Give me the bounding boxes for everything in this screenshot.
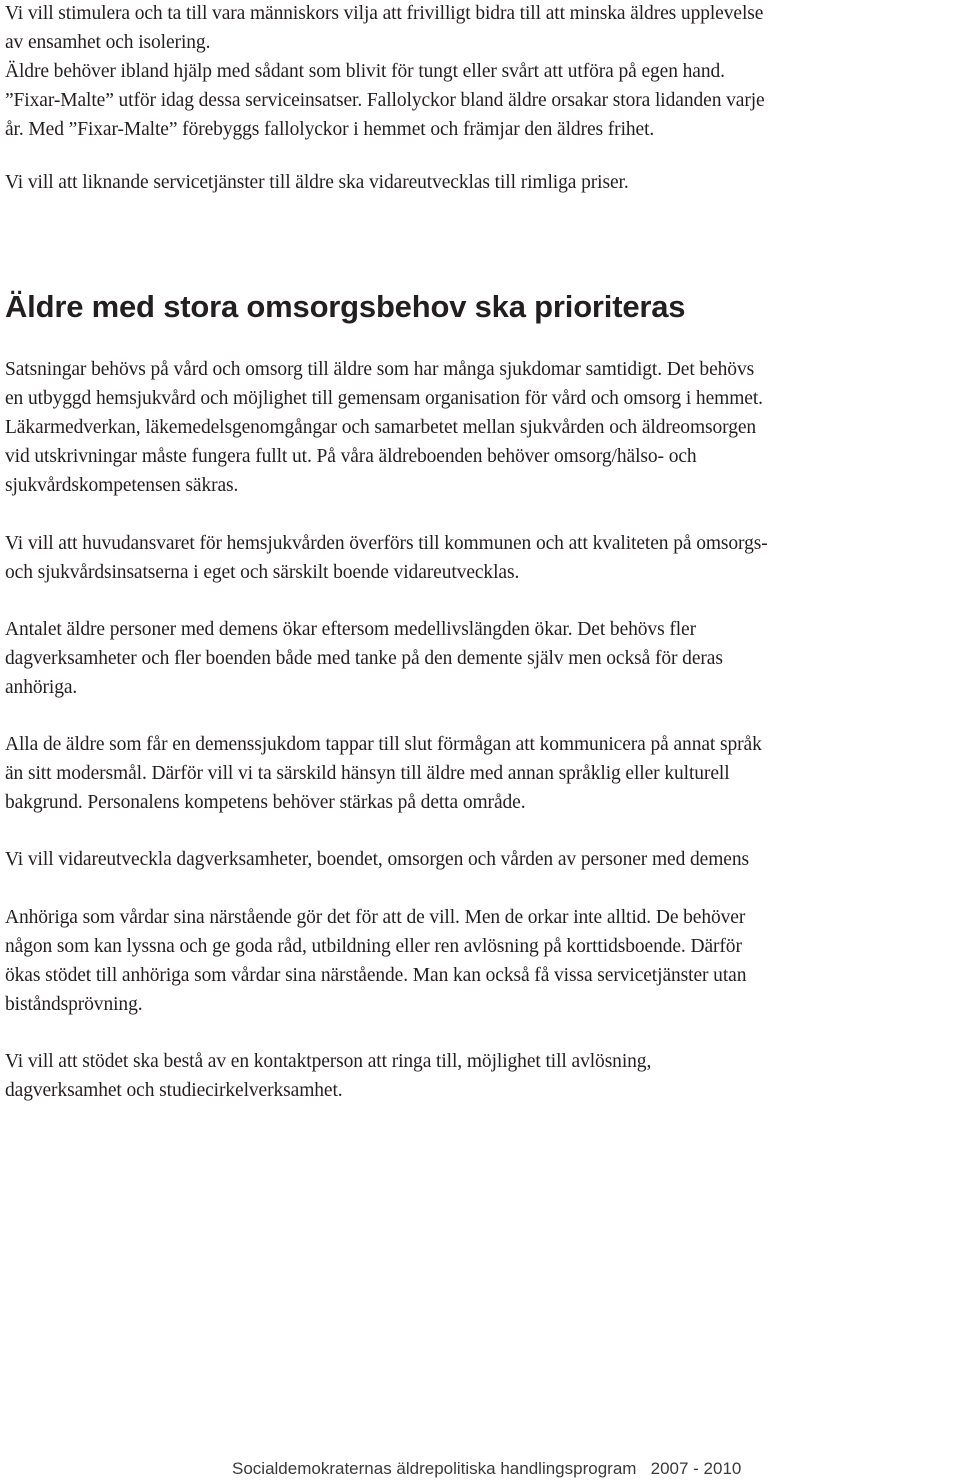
intro-paragraph [5, 0, 955, 144]
footer-program-title: Socialdemokraternas äldrepolitiska handlingsprogram [232, 1459, 637, 1478]
intro-line: Vi vill stimulera och ta till vara människors vilja att frivilligt bidra till att minska äldres upplevelse [5, 3, 764, 24]
paragraph-line: Antalet äldre personer med demens ökar eftersom medellivslängden ökar. Det behövs fler [5, 619, 696, 640]
paragraph-home-care [5, 529, 957, 587]
paragraph-line: sjukvårdskompetensen säkras. [5, 475, 239, 496]
paragraph-line: än sitt modersmål. Därför vill vi ta särskild hänsyn till äldre med annan språklig eller kulturell [5, 763, 730, 784]
paragraph-line: någon som kan lyssna och ge goda råd, utbildning eller ren avlösning på korttidsboende. Därför [5, 936, 742, 957]
page-footer [232, 1458, 741, 1480]
paragraph-line: anhöriga. [5, 677, 78, 698]
paragraph-dementia-goal [5, 845, 957, 874]
paragraph-line: Alla de äldre som får en demenssjukdom tappar till slut förmågan att kommunicera på annat språk [5, 734, 762, 755]
intro-line: Äldre behöver ibland hjälp med sådant som blivit för tungt eller svårt att utföra på egen hand. [5, 61, 725, 82]
services-statement: Vi vill att liknande servicetjänster till äldre ska vidareutvecklas till rimliga priser. [5, 172, 629, 193]
paragraph-line: Anhöriga som vårdar sina närstående gör det för att de vill. Men de orkar inte alltid. De behöver [5, 907, 746, 928]
paragraph-line: och sjukvårdsinsatserna i eget och särskilt boende vidareutvecklas. [5, 562, 520, 583]
paragraph-line: bakgrund. Personalens kompetens behöver stärkas på detta område. [5, 792, 526, 813]
paragraph-line: dagverksamheter och fler boenden både med tanke på den demente själv men också för deras [5, 648, 723, 669]
paragraph-line: vid utskrivningar måste fungera fullt ut. På våra äldreboenden behöver omsorg/hälso- och [5, 446, 697, 467]
paragraph-care-needs [5, 355, 957, 500]
paragraph-line: Vi vill att huvudansvaret för hemsjukvården överförs till kommunen och att kvaliteten på omsorgs- [5, 533, 768, 554]
paragraph-line: dagverksamhet och studiecirkelverksamhet. [5, 1080, 343, 1101]
intro-line: av ensamhet och isolering. [5, 32, 211, 53]
paragraph-relatives [5, 903, 957, 1019]
intro-line: ”Fixar-Malte” utför idag dessa serviceinsatser. Fallolyckor bland äldre orsakar stora lidanden varje [5, 90, 765, 111]
footer-period: 2007 - 2010 [650, 1459, 742, 1478]
paragraph-line: Satsningar behövs på vård och omsorg till äldre som har många sjukdomar samtidigt. Det behövs [5, 359, 755, 380]
paragraph-line: en utbyggd hemsjukvård och möjlighet till gemensam organisation för vård och omsorg i hemmet. [5, 388, 763, 409]
paragraph-language [5, 730, 957, 817]
paragraph-support [5, 1047, 957, 1105]
paragraph-line: Vi vill vidareutveckla dagverksamheter, boendet, omsorgen och vården av personer med demens [5, 849, 749, 870]
intro-line: år. Med ”Fixar-Malte” förebyggs fallolyckor i hemmet och främjar den äldres frihet. [5, 119, 655, 140]
section-heading: Äldre med stora omsorgsbehov ska prioriteras [5, 289, 686, 324]
paragraph-line: biståndsprövning. [5, 994, 143, 1015]
paragraph-line: Vi vill att stödet ska bestå av en kontaktperson att ringa till, möjlighet till avlösning, [5, 1051, 652, 1072]
paragraph-dementia [5, 615, 957, 702]
paragraph-line: Läkarmedverkan, läkemedelsgenomgångar och samarbetet mellan sjukvården och äldreomsorgen [5, 417, 757, 438]
paragraph-line: ökas stödet till anhöriga som vårdar sina närstående. Man kan också få vissa servicetjänster utan [5, 965, 747, 986]
